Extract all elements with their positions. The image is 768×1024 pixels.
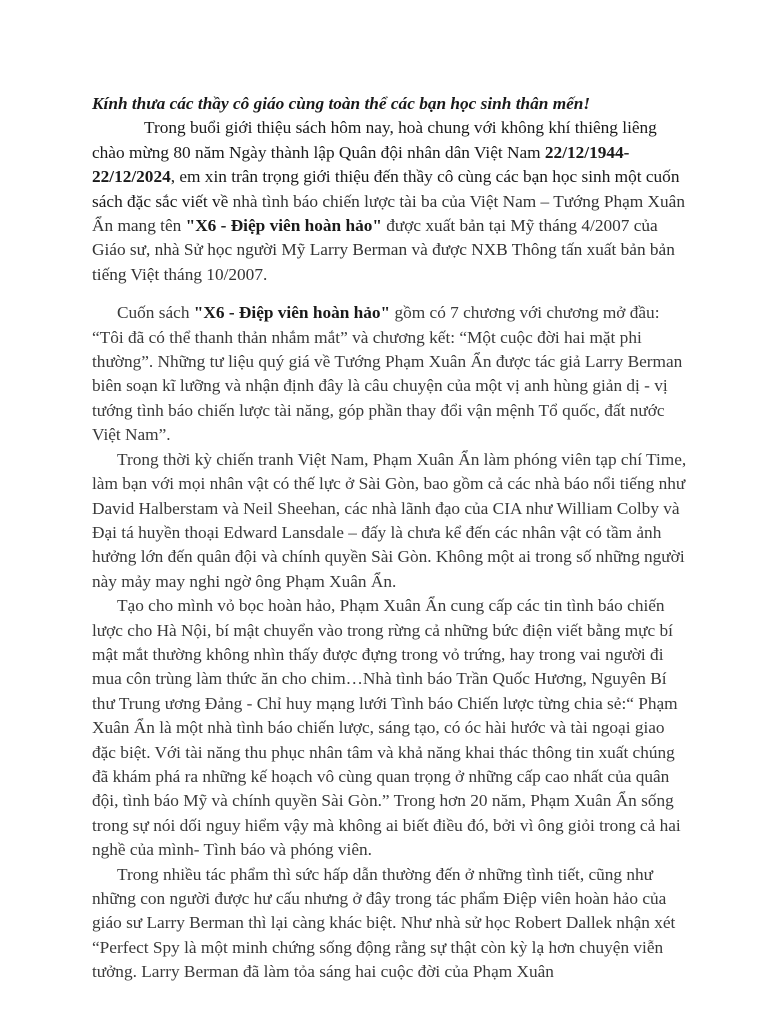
intro-text-d: nhà tình báo chiến lược tài ba của Việt Nam – Tướng Phạm Xuân Ẩn mang tên <box>92 191 685 236</box>
paragraph-cover: Tạo cho mình vỏ bọc hoàn hảo, Phạm Xuân Ẩn cung cấp các tin tình báo chiến lược cho Hà Nội, bí mật chuyển vào trong rừng cả những bức điện viết bằng mực bí mật mắt thường không nhìn thấy được đựng trong vỏ trứng, hay trong vai người đi mua côn trùng làm thức ăn cho chim…Nhà tình báo Trần Quốc Hương, Nguyên Bí thư Trung ương Đảng - Chỉ huy mạng lưới Tình báo Chiến lược từng chia sẻ:“ Phạm Xuân Ẩn là một nhà tình báo chiến lược, sáng tạo, có óc hài hước và tài ngoại giao đặc biệt. Với tài năng thu phục nhân tâm và khả năng khai thác thông tin xuất chúng đã khám phá ra những kế hoạch vô cùng quan trọng ở những cấp cao nhất của quân đội, tình báo Mỹ và chính quyền Sài Gòn.” Trong hơn 20 năm, Phạm Xuân Ẩn sống trong sự nói dối nguy hiểm vậy mà không ai biết điều đó, bởi vì ông giỏi trong cả hai nghề của mình- Tình báo và phóng viên. <box>92 596 681 860</box>
structure-book-title: "X6 - Điệp viên hoàn hảo" <box>193 303 391 323</box>
structure-text-a: Cuốn sách <box>117 303 194 323</box>
intro-text-c: , em xin trân trọng giới thiệu đến thầy cô cùng các bạn học sinh một cuốn sách đặc sắc viết về <box>92 167 680 211</box>
intro-book-title: "X6 - Điệp viên hoàn hảo" <box>185 216 382 236</box>
paragraph-war-period: Trong thời kỳ chiến tranh Việt Nam, Phạm Xuân Ẩn làm phóng viên tạp chí Time, làm bạn với mọi nhân vật có thế lực ở Sài Gòn, bao gồm cả các nhà báo nổi tiếng như David Halberstam và Neil Sheehan, các nhà lãnh đạo của CIA như William Colby và Đại tá huyền thoại Edward Lansdale – đấy là chưa kể đến các nhân vật có tầm ảnh hưởng lớn đến quân đội và chính quyền Sài Gòn. Không một ai trong số những người này mảy may nghi ngờ ông Phạm Xuân Ẩn. <box>92 449 687 591</box>
intro-dates: 22/12/1944-22/12/2024 <box>92 142 630 187</box>
paragraph-book-structure <box>92 301 688 447</box>
greeting-heading: Kính thưa các thầy cô giáo cùng toàn thể các bạn học sinh thân mến! <box>92 94 591 113</box>
paragraph-intro <box>92 116 688 287</box>
paragraph-gap <box>92 287 688 301</box>
document-body <box>92 92 688 985</box>
paragraph-review: Trong nhiều tác phẩm thì sức hấp dẫn thường đến ở những tình tiết, cũng như những con người được hư cấu nhưng ở đây trong tác phẩm Điệp viên hoàn hảo của giáo sư Larry Berman thì lại càng khác biệt. Như nhà sử học Robert Dallek nhận xét “Perfect Spy là một minh chứng sống động rằng sự thật còn kỳ lạ hơn chuyện viễn tưởng. Larry Berman đã làm tỏa sáng hai cuộc đời của Phạm Xuân <box>92 864 676 982</box>
intro-text-a: Trong buổi giới thiệu sách hôm nay, hoà chung với không khí thiêng liêng chào mừng 80 năm Ngày thành lập Quân đội nhân dân Việt Nam <box>92 118 657 162</box>
intro-text-f: được xuất bản tại Mỹ tháng 4/2007 của Giáo sư, nhà Sử học người Mỹ Larry Berman và được NXB Thông tấn xuất bản bản tiếng Việt tháng 10/2007. <box>92 216 675 284</box>
structure-text-c: gồm có 7 chương với chương mở đầu: “Tôi đã có thể thanh thản nhắm mắt” và chương kết: “Một cuộc đời hai mặt phi thường”. Những tư liệu quý giá về Tướng Phạm Xuân Ẩn được tác giả Larry Berman biên soạn kĩ lưỡng và nhận định đây là câu chuyện của một vị anh hùng giản dị - vị tướng tình báo chiến lược tài năng, góp phần thay đổi vận mệnh Tổ quốc, đất nước Việt Nam”. <box>92 303 683 445</box>
